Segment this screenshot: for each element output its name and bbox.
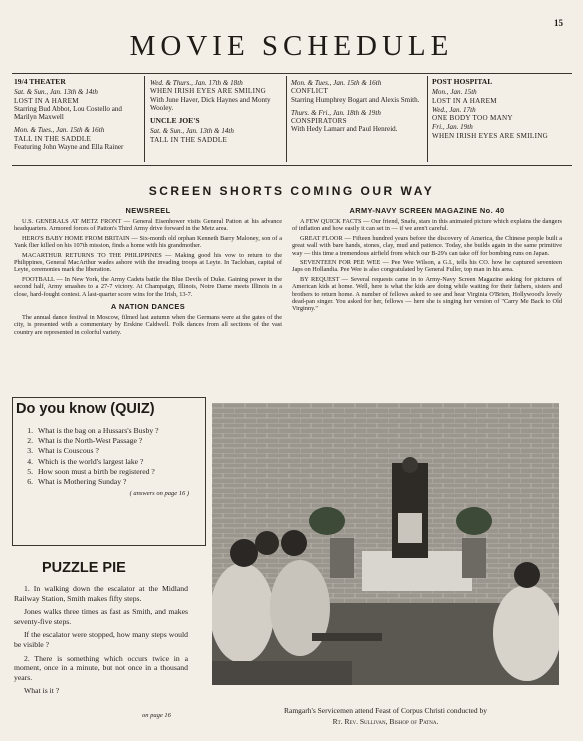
- entry-title: LOST IN A HAREM: [432, 96, 497, 105]
- post-hospital-column: [432, 78, 570, 140]
- column-divider: [427, 76, 428, 162]
- schedule-top-rule: [12, 73, 572, 74]
- schedule-entry: [14, 126, 140, 151]
- entry-title: TALL IN THE SADDLE: [14, 134, 92, 143]
- puzzle-text: [14, 584, 188, 700]
- entry-cast: Starring Bud Abbot, Lou Costello and Marilyn Maxwell: [14, 104, 122, 122]
- entry-dates: Wed. & Thurs., Jan. 17th & 18th: [150, 79, 243, 87]
- entry-title: LOST IN A HAREM: [14, 96, 79, 105]
- quiz-answers-note: ( answers on page 16 ): [129, 490, 189, 498]
- screen-shorts-right-column: [292, 206, 562, 315]
- entry-dates: Fri., Jan. 19th: [432, 123, 473, 132]
- photo-caption-line: Ramgarh's Servicemen attend Feast of Corpus Christi conducted by: [284, 706, 487, 715]
- puzzle-paragraph: Jones walks three times as fast as Smith, and makes seventy-five steps.: [14, 607, 188, 626]
- quiz-box: [12, 397, 206, 546]
- corpus-christi-photo: [212, 403, 559, 685]
- theater-column: [14, 78, 140, 151]
- entry-cast: Starring Humphrey Bogart and Alexis Smith.: [291, 95, 420, 104]
- schedule-column-2: [150, 78, 280, 144]
- entry-title: CONFLICT: [291, 87, 329, 96]
- schedule-entry: [14, 88, 140, 121]
- schedule-entry: [150, 127, 280, 144]
- quiz-list: [15, 426, 201, 497]
- entry-title: CONSPIRATORS: [291, 117, 347, 126]
- schedule-entry: [291, 79, 423, 104]
- schedule-entry: [432, 88, 570, 105]
- photo-caption-line: Rt. Rev. Sullivan, Bishop of Patna.: [332, 717, 439, 726]
- puzzle-paragraph: What is it ?: [24, 686, 60, 696]
- entry-dates: Thurs. & Fri., Jan. 18th & 19th: [291, 108, 381, 117]
- photo-caption: [212, 705, 559, 727]
- newsreel-item: U.S. GENERALS AT METZ FRONT — General Eisenhower visits General Patton at his advance headquarters. Armored forces of Patton's Third Army drive forward in the Metz area.: [14, 218, 282, 233]
- newsreel-heading: NEWSREEL: [125, 206, 171, 215]
- newsreel-item: FOOTBALL — In New York, the Army Cadets battle the Blue Devils of Duke. Gaining power in the second half, Army smashes to a 27-7 victory. At Champaign, Illinois, Notre Dame meets Illinois in a close, hard-fought contest. A last-quarter score wins for the Irish, 13-7.: [14, 275, 282, 298]
- nation-dances-heading: A NATION DANCES: [110, 302, 186, 312]
- schedule-bottom-rule: [12, 165, 572, 166]
- newsreel-item: HERO'S BABY HOME FROM BRITAIN — Six-month old orphan Kenneth Barry Maloney, son of a Yank flier killed on his 107th mission, finds a home with his grandmother.: [14, 234, 282, 250]
- entry-dates: Mon., Jan. 15th: [432, 88, 477, 97]
- quiz-item: 5. How soon must a birth be registered ?: [27, 466, 155, 476]
- entry-title: TALL IN THE SADDLE: [150, 135, 228, 144]
- schedule-entry: [432, 123, 570, 140]
- entry-dates: Mon. & Tues., Jan. 15th & 16th: [14, 126, 105, 135]
- quiz-title: Do you know (QUIZ): [16, 401, 155, 417]
- entry-title: ONE BODY TOO MANY: [432, 114, 513, 123]
- puzzle-paragraph: 1. In walking down the escalator at the Midland Railway Station, Smith makes fifty steps.: [14, 584, 188, 603]
- quiz-item: 6. What is Mothering Sunday ?: [27, 477, 127, 487]
- nation-dances-text: The annual dance festival in Moscow, filmed last autumn when the Germans were at the gates of the city, is presented with a commentary by Erskine Caldwell. Folk dances from all sections of the vast country are represented in colorful variety.: [14, 314, 282, 336]
- screen-shorts-left-column: [14, 206, 282, 338]
- entry-dates: Mon. & Tues., Jan. 15th & 16th: [291, 79, 382, 87]
- post-hospital-heading: POST HOSPITAL: [432, 77, 493, 86]
- screen-shorts-heading: SCREEN SHORTS COMING OUR WAY: [148, 184, 435, 198]
- page-title: MOVIE SCHEDULE: [129, 30, 454, 62]
- entry-cast: With Hedy Lamarr and Paul Henreid.: [291, 125, 398, 134]
- army-navy-item: BY REQUEST — Several requests came in to Army-Navy Screen Magazine asking for pictures of American kids at home. Well, here is what the kids are doing while waiting for their fathers, sisters and brothers to return home. A number of fellows asked to see and hear Virginia O'Brien, Hollywood's lovely dead-pan singer. You asked for her, fellows — here she is singing her version of "Carry Me Back to Old Virginny.": [292, 275, 562, 313]
- entry-cast: With June Haver, Dick Haynes and Monty Wooley.: [150, 95, 271, 112]
- entry-dates: Sat. & Sun., Jan. 13th & 14th: [14, 88, 98, 97]
- photo-illustration: [212, 403, 559, 685]
- puzzle-paragraph: 2. There is something which occurs twice in a moment, once in a minute, but not once in a thousand years.: [14, 653, 188, 682]
- puzzle-page-ref: on page 16: [142, 712, 171, 719]
- entry-title: WHEN IRISH EYES ARE SMILING: [150, 87, 267, 96]
- schedule-entry: [291, 109, 423, 134]
- army-navy-heading: ARMY-NAVY SCREEN MAGAZINE No. 40: [349, 206, 505, 215]
- uncle-joes-heading: UNCLE JOE'S: [150, 116, 200, 126]
- entry-title: WHEN IRISH EYES ARE SMILING: [432, 131, 549, 140]
- quiz-item: 4. Which is the world's largest lake ?: [27, 456, 144, 466]
- entry-dates: Sat. & Sun., Jan. 13th & 14th: [150, 127, 234, 136]
- entry-cast: Featuring John Wayne and Ella Rainer: [14, 143, 124, 152]
- column-divider: [144, 76, 145, 162]
- quiz-item: 1. What is the bag on a Hussars's Busby ?: [27, 426, 159, 435]
- quiz-item: 3. What is Couscous ?: [27, 446, 99, 456]
- army-navy-item: A FEW QUICK FACTS — Our friend, Snafu, stars in this animated picture which explains the dangers of inflation and how easily it can set in — if we aren't careful.: [292, 218, 562, 233]
- puzzle-title: PUZZLE PIE: [42, 560, 126, 576]
- schedule-entry: [150, 79, 280, 112]
- army-navy-item: GREAT FLOOR — Fifteen hundred years before the discovery of America, the Chinese people built a great wall with bare hands, stones, clay, mud and patience. Today, she builds again in the same primitive way — this time a tremendous airfield from which our B-29's can take off for bombing runs on Japan.: [292, 234, 562, 257]
- entry-dates: Wed., Jan. 17th: [432, 105, 476, 114]
- puzzle-paragraph: If the escalator were stopped, how many steps would be visible ?: [14, 630, 188, 649]
- page-number: 15: [554, 18, 563, 28]
- theater-heading: 19/4 THEATER: [14, 77, 66, 86]
- army-navy-item: SEVENTEEN FOR PEE WEE — Pee Wee Wilson, a G.I., tells his CO. how he captured seventeen Japs on Hollandia. Pee Wee is also congratulated by General Fuller, top man in his area.: [292, 259, 562, 274]
- column-divider: [286, 76, 287, 162]
- schedule-entry: [432, 106, 570, 123]
- schedule-column-3: [291, 78, 423, 134]
- newsreel-item: MACARTHUR RETURNS TO THE PHILIPPINES — Making good his vow to return to the Philippines, General MacArthur wades ashore with the invading troops at Leyte. In Tacloban, capital of Leyte, ceremonies mark the liberation.: [14, 251, 282, 274]
- quiz-item: 2. What is the North-West Passage ?: [27, 436, 143, 446]
